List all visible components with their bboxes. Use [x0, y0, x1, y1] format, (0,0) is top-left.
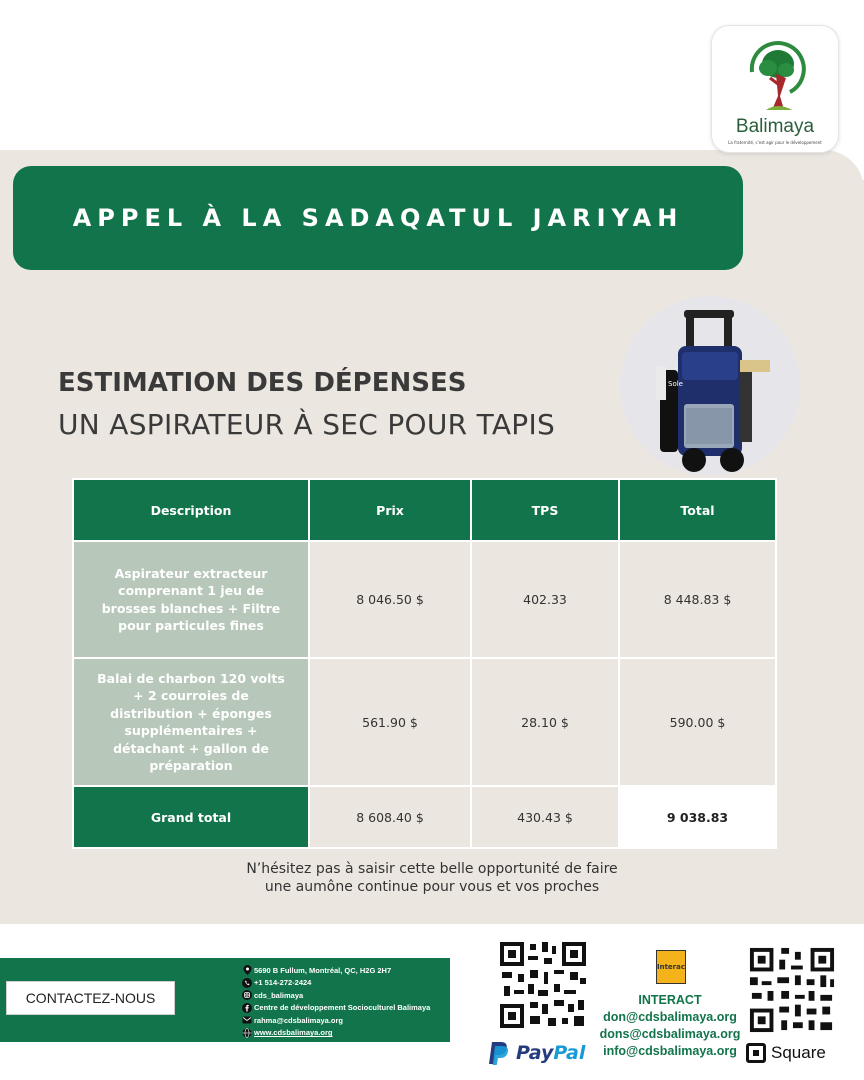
heading-product: UN ASPIRATEUR À SEC POUR TAPIS	[58, 408, 556, 441]
address-text: 5690 B Fullum, Montréal, QC, H2G 2H7	[254, 965, 392, 975]
square-wordmark: Square	[771, 1043, 826, 1062]
header-prix: Prix	[310, 480, 470, 540]
row-total: 8 448.83 $	[620, 542, 775, 657]
facebook-item[interactable]	[242, 1002, 430, 1015]
balimaya-logo	[711, 25, 839, 153]
interac-logo-text: Interac	[657, 963, 686, 971]
header-description: Description	[74, 480, 308, 540]
table-row	[74, 542, 775, 657]
header-total: Total	[620, 480, 775, 540]
instagram-text: cds_balimaya	[254, 990, 304, 1000]
row-tps: 402.33	[472, 542, 618, 657]
encouragement-note	[0, 860, 864, 896]
address-item	[242, 964, 430, 977]
square-logo[interactable]	[746, 1043, 826, 1063]
row-description: Balai de charbon 120 volts + 2 courroies de distribution + éponges supplémentaires + détachant + gallon de préparation	[74, 659, 308, 785]
square-icon	[746, 1043, 766, 1063]
tree-logo-icon	[742, 34, 810, 114]
paypal-word-pay: Pay	[516, 1042, 554, 1064]
banner-title: APPEL À LA SADAQATUL JARIYAH	[72, 204, 684, 232]
location-pin-icon	[242, 965, 252, 975]
interac-email-info[interactable]: info@cdsbalimaya.org	[603, 1044, 737, 1058]
carpet-extractor-vacuum-image	[620, 296, 800, 476]
paypal-word-pal: Pal	[553, 1042, 586, 1064]
interac-logo	[656, 950, 686, 984]
phone-item[interactable]	[242, 977, 430, 990]
row-tps: 28.10 $	[472, 659, 618, 785]
title-banner	[13, 166, 743, 270]
paypal-wordmark	[516, 1042, 585, 1064]
grand-total-label: Grand total	[74, 787, 308, 847]
interac-email-dons[interactable]: dons@cdsbalimaya.org	[599, 1027, 741, 1041]
row-description: Aspirateur extracteur comprenant 1 jeu de brosses blanches + Filtre pour particules fines	[74, 542, 308, 657]
interac-info	[595, 992, 745, 1060]
instagram-icon	[242, 990, 252, 1000]
phone-icon	[242, 978, 252, 988]
paypal-qr-code[interactable]	[498, 940, 588, 1030]
table-row	[74, 659, 775, 785]
header-tps: TPS	[472, 480, 618, 540]
product-image	[620, 296, 800, 476]
logo-tagline: La fraternité, c'est agir pour le développement	[728, 140, 822, 145]
globe-icon	[242, 1028, 252, 1038]
grand-total-tps: 430.43 $	[472, 787, 618, 847]
row-total: 590.00 $	[620, 659, 775, 785]
product-brand-label: Sole	[668, 380, 683, 388]
interac-title: INTERACT	[638, 993, 702, 1007]
website-item[interactable]	[242, 1027, 430, 1040]
paypal-logo[interactable]	[488, 1040, 585, 1066]
logo-name: Balimaya	[735, 116, 815, 137]
email-text: rahma@cdsbalimaya.org	[254, 1015, 344, 1025]
phone-text: +1 514-272-2424	[254, 978, 312, 988]
grand-total-value: 9 038.83	[620, 787, 775, 847]
email-item[interactable]	[242, 1014, 430, 1027]
square-qr-code[interactable]	[748, 946, 836, 1034]
cost-table	[72, 478, 777, 849]
website-link[interactable]: www.cdsbalimaya.org	[254, 1028, 333, 1038]
note-line-1: N’hésitez pas à saisir cette belle opportunité de faire	[246, 861, 618, 877]
note-line-2: une aumône continue pour vous et vos proches	[264, 879, 600, 895]
email-icon	[242, 1015, 252, 1025]
row-prix: 561.90 $	[310, 659, 470, 785]
paypal-icon	[488, 1040, 510, 1066]
contact-us-button[interactable]: CONTACTEZ-NOUS	[6, 981, 175, 1015]
contact-info-list	[242, 964, 430, 1039]
heading-estimate: ESTIMATION DES DÉPENSES	[58, 368, 467, 398]
grand-total-prix: 8 608.40 $	[310, 787, 470, 847]
interac-email-don[interactable]: don@cdsbalimaya.org	[603, 1010, 737, 1024]
facebook-text: Centre de développement Socioculturel Balimaya	[254, 1003, 431, 1013]
table-header-row	[74, 480, 775, 540]
instagram-item[interactable]	[242, 989, 430, 1002]
facebook-icon	[242, 1003, 252, 1013]
grand-total-row	[74, 787, 775, 847]
row-prix: 8 046.50 $	[310, 542, 470, 657]
